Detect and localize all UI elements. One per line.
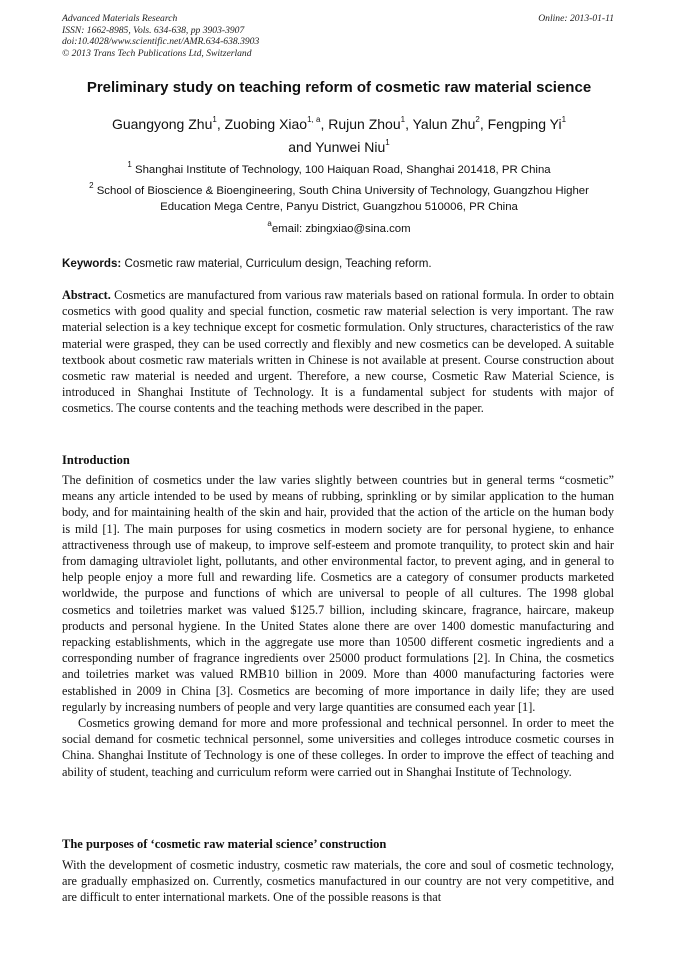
issn-line: ISSN: 1662-8985, Vols. 634-638, pp 3903-3907 [62,24,245,36]
author-name: Yalun Zhu [412,116,476,132]
affiliation-2 [40,181,638,215]
affiliation-mark: 1 [127,160,132,170]
abstract-text: Cosmetics are manufactured from various raw materials based on rational formula. In order to obtain cosmetics with good quality and special function, cosmetic raw material selection is very important. The raw material selection is a key technique except for cosmetic formulation. Only structures, characteristics of the raw material were grasped, they can be used correctly and flexibly and new cosmetics can be developed. A suitable textbook about cosmetic raw materials written in Chinese is not available at present. Course construction about cosmetic raw material is needed and urgent. Therefore, a new course, Cosmetic Raw Material Science, is introduced in Shanghai Institute of Technology. It is a fundamental subject for students with major of cosmetics. The course contents and the teaching methods were described in the paper. [62,288,614,416]
paragraph: The definition of cosmetics under the law varies slightly between countries but in general terms “cosmetic” means any article intended to be used by means of rubbing, sprinkling or by similar application to the human body, and for maintaining health of the skin and hair, provided that the action of the article on the human body is mild [1]. The main purposes for using cosmetics in modern society are for personal hygiene, to enhance attractiveness through use of makeup, to improve self-esteem and promote tranquility, to protect skin and hair from damaging ultraviolet light, pollutants, and other environmental factor, to prevent aging, and in general to help people enjoy a more full and rewarding life. Cosmetics are a category of consumer products marketed worldwide, the purpose and functions of which are universal to people of all cultures. The 1998 global cosmetics and toiletries market was valued $125.7 billion, including skincare, fragrance, haircare, makeup products and personal hygiene. In the United States alone there are over 1400 domestic manufacturing and repacking establishments, which in the aggregate use more than 10500 different cosmetic ingredients and a corresponding number of fragrance ingredients over 25000 product formulations [2]. In China, the cosmetics and toiletries market was valued RMB10 billion in 2009. More than 4000 manufacturing factories were established in 2009 in China [3]. Cosmetics are becoming of more importance in daily life; they are used regularly by increasing numbers of people and very large quantities are consumed each year [1]. [62,473,614,714]
author-list: Guangyong Zhu$^1$, Zuobing Xiao$^{1, a}$, Rujun Zhou$^1$, Yalun Zhu$^2$, Fengping Yi$^1$ and Yunwei Niu$^1$ [111,115,567,155]
author-affiliation-mark: 1 [385,138,390,148]
author-affiliation-mark: 2 [475,115,480,125]
affiliation-text: Education Mega Centre, Panyu District, Guangzhou 510006, PR China [160,200,518,213]
abstract [62,287,614,417]
author-name: Zuobing Xiao [224,116,308,132]
keywords-text: Cosmetic raw material, Curriculum design, Teaching reform. [124,257,432,270]
email-text: email: zbingxiao@sina.com [271,223,411,235]
email-mark: a [267,219,272,229]
author-affiliation-mark: 1 [400,115,406,125]
keywords [62,256,617,272]
author-affiliation-mark: 1 [212,115,217,125]
doi-line: doi:10.4028/www.scientific.net/AMR.634-638.3903 [62,36,260,48]
affiliation-mark: 2 [89,181,94,191]
affiliation-text: Shanghai Institute of Technology, 100 Haiquan Road, Shanghai 201418, PR China [134,164,551,176]
abstract-label: Abstract. [62,288,111,302]
author-name: Rujun Zhou [328,116,401,132]
section-body [62,857,614,906]
corresponding-email [40,219,638,238]
author-affiliation-mark: 1, a [307,115,321,125]
paper-title: Preliminary study on teaching reform of cosmetic raw material science [86,79,592,96]
author-name: and Yunwei Niu [288,139,386,155]
copyright-line: © 2013 Trans Tech Publications Ltd, Switzerland [62,47,252,59]
author-name: Fengping Yi [487,116,562,132]
paragraph: With the development of cosmetic industry, cosmetic raw materials, the core and soul of cosmetic technology, are gradually emphasized on. Currently, cosmetics manufactured in our country are not very competitive, and are difficult to enter international markets. One of the possible reasons is that [62,858,614,905]
author-name: Guangyong Zhu [111,116,213,132]
paragraph: Cosmetics growing demand for more and more professional and technical personnel. In order to meet the social demand for cosmetic technical personnel, some universities and colleges introduce cosmetic courses in China. Shanghai Institute of Technology is one of these colleges. In order to improve the effect of teaching and ability of student, teaching and curriculum reform were carried out in Shanghai Institute of Technology. [62,716,614,779]
introduction-body [62,472,614,780]
affiliation-text: School of Bioscience & Bioengineering, South China University of Technology, Guangzhou Higher [96,185,589,197]
online-date: Online: 2013-01-11 [538,13,614,24]
introduction-heading: Introduction [62,453,130,467]
journal-header [62,13,614,59]
author-affiliation-mark: 1 [561,115,567,125]
journal-name: Advanced Materials Research [62,13,178,24]
keywords-label: Keywords: [62,257,122,270]
affiliation-1 [40,160,638,179]
section-heading: The purposes of ‘cosmetic raw material science’ construction [62,837,387,851]
